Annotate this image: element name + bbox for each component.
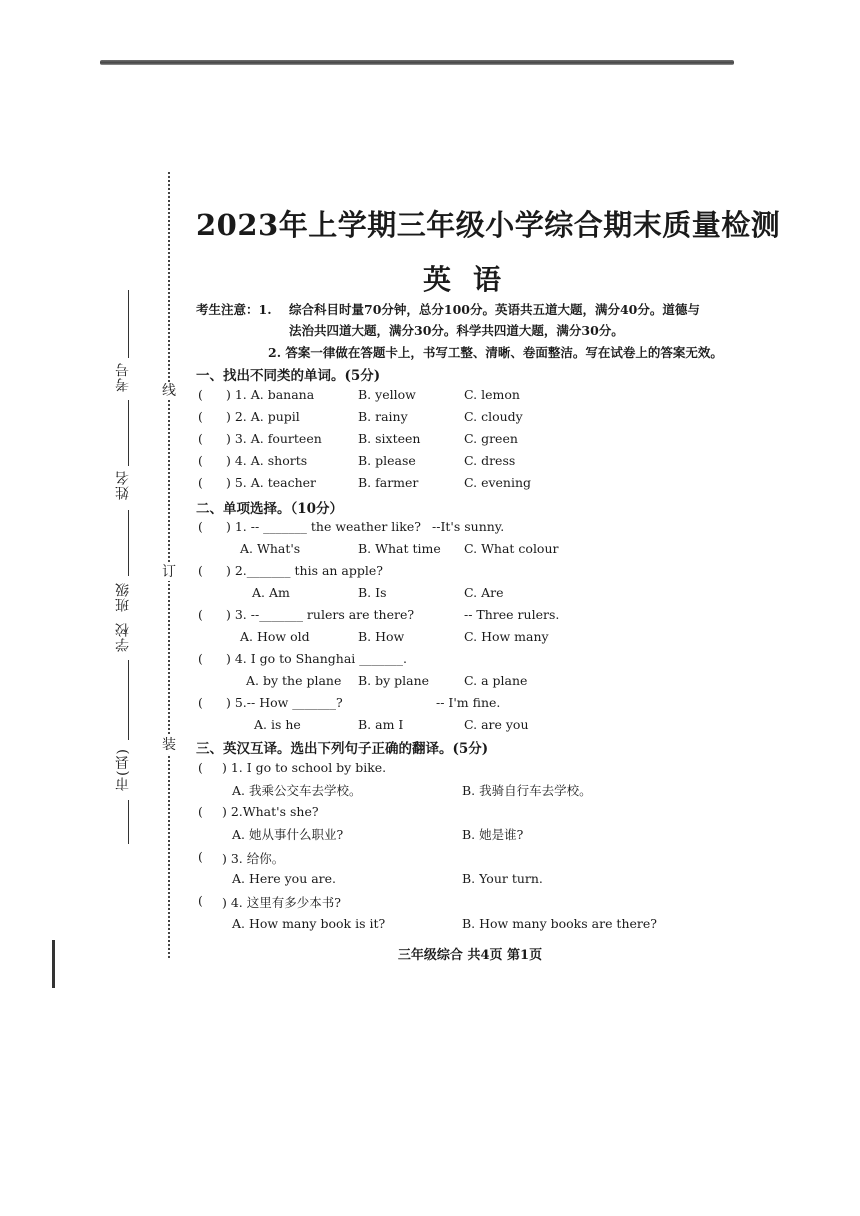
- answer-paren: (: [198, 431, 203, 446]
- option-b: B. What time: [358, 541, 441, 556]
- option-b: B. sixteen: [358, 431, 421, 446]
- city-label: 市(县): [115, 748, 131, 791]
- question-stem: ) 4. 这里有多少本书?: [222, 895, 341, 910]
- dialogue-answer: -- Three rulers.: [464, 607, 560, 622]
- page-footer: 三年级综合 共4页 第1页: [397, 948, 543, 963]
- answer-paren: (: [198, 409, 203, 424]
- option-b: B. How many books are there?: [462, 916, 657, 931]
- exam-no-line: [128, 290, 129, 358]
- scan-edge-bar: [100, 60, 734, 65]
- answer-paren: (: [198, 475, 203, 490]
- answer-paren: (: [198, 607, 203, 622]
- answer-paren: (: [198, 387, 203, 402]
- exam-no-label: 考号: [115, 362, 131, 392]
- option-c: C. Are: [464, 585, 504, 600]
- option-a: A. How many book is it?: [232, 916, 386, 931]
- binding-mark-ding: 订: [162, 564, 176, 580]
- option-b: B. 她是谁?: [462, 827, 524, 842]
- answer-paren: (: [198, 651, 203, 666]
- option-c: C. green: [464, 431, 518, 446]
- question-stem: ) 5. A. teacher: [226, 475, 317, 490]
- option-b: B. rainy: [358, 409, 408, 424]
- question-stem: ) 3. --_______ rulers are there?: [226, 607, 415, 622]
- question-stem: ) 1. A. banana: [226, 387, 315, 402]
- school-line: [128, 660, 129, 740]
- option-c: C. How many: [464, 629, 549, 644]
- question-stem: ) 4. A. shorts: [226, 453, 308, 468]
- answer-paren: (: [198, 695, 203, 710]
- name-line: [128, 400, 129, 466]
- answer-paren: (: [198, 453, 203, 468]
- section-2-title: 二、单项选择。（10分）: [196, 501, 344, 517]
- class-line: [128, 510, 129, 576]
- option-b: B. yellow: [358, 387, 416, 402]
- notice-line-2: 法治共四道大题，满分30分。科学共四道大题，满分30分。: [289, 323, 624, 338]
- question-stem: ) 2._______ this an apple?: [226, 563, 383, 578]
- subject-title: 英语: [422, 263, 523, 296]
- notice-label: 考生注意：1.: [196, 302, 272, 317]
- answer-paren: (: [198, 893, 203, 908]
- option-c: C. cloudy: [464, 409, 523, 424]
- class-label: 班级: [115, 582, 131, 612]
- option-a: A. What's: [240, 541, 301, 556]
- option-b: B. Is: [358, 585, 387, 600]
- option-b: B. by plane: [358, 673, 430, 688]
- school-label: 学校: [115, 622, 131, 652]
- option-b: B. How: [358, 629, 405, 644]
- option-c: C. a plane: [464, 673, 528, 688]
- question-stem: ) 3. A. fourteen: [226, 431, 322, 446]
- option-a: A. 我乘公交车去学校。: [232, 783, 362, 798]
- question-stem: ) 4. I go to Shanghai _______.: [226, 651, 407, 666]
- binding-mark-zhuang: 装: [162, 737, 176, 753]
- answer-paren: (: [198, 849, 203, 864]
- dialogue-answer: --It's sunny.: [432, 519, 505, 534]
- option-a: A. is he: [254, 717, 301, 732]
- dialogue-answer: -- I'm fine.: [436, 695, 501, 710]
- binding-mark-xian: 线: [162, 383, 176, 399]
- option-c: C. lemon: [464, 387, 520, 402]
- option-c: C. dress: [464, 453, 516, 468]
- notice-line-1: 综合科目时量70分钟，总分100分。英语共五道大题，满分40分。道德与: [289, 302, 700, 317]
- option-a: A. 她从事什么职业?: [232, 827, 344, 842]
- answer-paren: (: [198, 519, 203, 534]
- option-b: B. 我骑自行车去学校。: [462, 783, 592, 798]
- exam-title: 2023年上学期三年级小学综合期末质量检测: [196, 208, 781, 242]
- option-b: B. farmer: [358, 475, 419, 490]
- option-b: B. please: [358, 453, 416, 468]
- question-stem: ) 1. -- _______ the weather like?: [226, 519, 421, 534]
- question-stem: ) 3. 给你。: [222, 851, 285, 866]
- city-line: [128, 800, 129, 844]
- section-1-title: 一、找出不同类的单词。(5分): [196, 368, 381, 384]
- option-c: C. What colour: [464, 541, 559, 556]
- option-c: C. are you: [464, 717, 529, 732]
- option-b: B. am I: [358, 717, 404, 732]
- option-a: A. Here you are.: [232, 871, 337, 886]
- option-b: B. Your turn.: [462, 871, 543, 886]
- answer-paren: (: [198, 804, 203, 819]
- name-label: 姓名: [115, 470, 131, 500]
- question-stem: ) 5.-- How _______?: [226, 695, 343, 710]
- scan-edge-mark: [52, 940, 55, 988]
- section-3-title: 三、英汉互译。选出下列句子正确的翻译。(5分): [196, 741, 489, 757]
- notice-line-3: 2. 答案一律做在答题卡上，书写工整、清晰、卷面整洁。写在试卷上的答案无效。: [268, 345, 723, 360]
- question-stem: ) 2.What's she?: [222, 804, 319, 819]
- option-a: A. by the plane: [246, 673, 342, 688]
- option-a: A. Am: [252, 585, 290, 600]
- question-stem: ) 1. I go to school by bike.: [222, 760, 387, 775]
- option-a: A. How old: [240, 629, 310, 644]
- answer-paren: (: [198, 563, 203, 578]
- option-c: C. evening: [464, 475, 532, 490]
- answer-paren: (: [198, 760, 203, 775]
- question-stem: ) 2. A. pupil: [226, 409, 300, 424]
